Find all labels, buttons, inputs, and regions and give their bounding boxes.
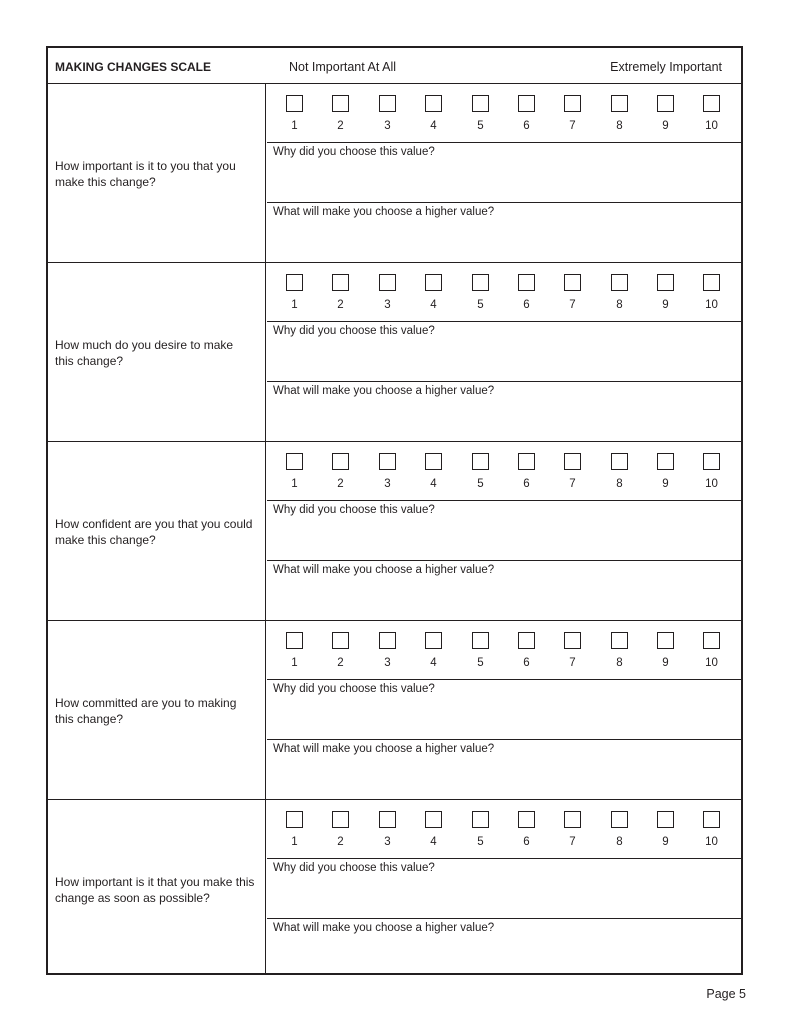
question-text-cell (55, 621, 255, 800)
rating-checkbox-4[interactable] (425, 811, 442, 828)
rating-checkbox-2[interactable] (332, 811, 349, 828)
rating-number: 10 (705, 478, 718, 490)
rating-scale (267, 621, 741, 679)
higher-value-prompt: What will make you choose a higher value? (273, 385, 495, 397)
row-divider (267, 500, 741, 501)
rating-number: 9 (662, 120, 669, 132)
question-text: How committed are you to making this change? (55, 695, 237, 726)
rating-number: 9 (662, 299, 669, 311)
rating-number: 7 (569, 657, 576, 669)
rating-number: 7 (569, 120, 576, 132)
rating-number: 2 (337, 657, 344, 669)
row-divider (267, 321, 741, 322)
higher-value-prompt: What will make you choose a higher value? (273, 564, 495, 576)
rating-checkbox-7[interactable] (564, 632, 581, 649)
row-divider (267, 202, 741, 203)
rating-checkbox-6[interactable] (518, 95, 535, 112)
rating-checkbox-7[interactable] (564, 811, 581, 828)
question-section (48, 800, 741, 979)
rating-checkbox-2[interactable] (332, 274, 349, 291)
rating-checkbox-9[interactable] (657, 95, 674, 112)
question-text-cell (55, 263, 255, 442)
rating-number: 8 (616, 478, 623, 490)
row-divider (267, 381, 741, 382)
rating-number: 1 (291, 299, 298, 311)
higher-value-prompt: What will make you choose a higher value? (273, 922, 495, 934)
rating-number: 1 (291, 120, 298, 132)
page-number: Page 5 (706, 987, 746, 1001)
rating-number: 7 (569, 299, 576, 311)
rating-number: 4 (430, 299, 437, 311)
rating-scale (267, 263, 741, 321)
question-text-cell (55, 442, 255, 621)
rating-number: 8 (616, 836, 623, 848)
rating-checkbox-5[interactable] (472, 811, 489, 828)
form-header (48, 48, 741, 84)
rating-checkbox-1[interactable] (286, 632, 303, 649)
rating-number: 8 (616, 120, 623, 132)
row-divider (267, 679, 741, 680)
rating-checkbox-5[interactable] (472, 632, 489, 649)
rating-checkbox-7[interactable] (564, 274, 581, 291)
why-prompt: Why did you choose this value? (273, 504, 435, 516)
rating-checkbox-9[interactable] (657, 274, 674, 291)
rating-checkbox-9[interactable] (657, 453, 674, 470)
rating-number: 4 (430, 657, 437, 669)
row-divider (267, 858, 741, 859)
rating-checkbox-1[interactable] (286, 95, 303, 112)
rating-number: 2 (337, 478, 344, 490)
question-section (48, 442, 741, 621)
rating-number: 8 (616, 657, 623, 669)
rating-number: 4 (430, 836, 437, 848)
rating-checkbox-6[interactable] (518, 811, 535, 828)
rating-number: 4 (430, 120, 437, 132)
rating-number: 10 (705, 836, 718, 848)
rating-number: 1 (291, 657, 298, 669)
rating-checkbox-8[interactable] (611, 453, 628, 470)
rating-checkbox-5[interactable] (472, 95, 489, 112)
rating-checkbox-10[interactable] (703, 95, 720, 112)
why-prompt: Why did you choose this value? (273, 325, 435, 337)
rating-number: 4 (430, 478, 437, 490)
question-text: How important is it that you make this change as soon as possible? (55, 874, 255, 905)
rating-scale (267, 442, 741, 500)
row-divider (267, 560, 741, 561)
rating-checkbox-7[interactable] (564, 453, 581, 470)
rating-number: 10 (705, 299, 718, 311)
rating-number: 6 (523, 478, 530, 490)
question-section (48, 263, 741, 442)
rating-checkbox-4[interactable] (425, 274, 442, 291)
rating-scale (267, 800, 741, 858)
rating-number: 5 (477, 120, 484, 132)
why-prompt: Why did you choose this value? (273, 683, 435, 695)
rating-checkbox-5[interactable] (472, 274, 489, 291)
rating-checkbox-1[interactable] (286, 274, 303, 291)
rating-number: 7 (569, 478, 576, 490)
why-prompt: Why did you choose this value? (273, 862, 435, 874)
rating-checkbox-2[interactable] (332, 632, 349, 649)
making-changes-scale-form (46, 46, 743, 975)
question-text: How confident are you that you could make this change? (55, 516, 253, 547)
rating-number: 6 (523, 120, 530, 132)
rating-number: 3 (384, 836, 391, 848)
rating-number: 3 (384, 478, 391, 490)
question-section (48, 84, 741, 263)
rating-number: 6 (523, 836, 530, 848)
rating-checkbox-9[interactable] (657, 811, 674, 828)
rating-number: 3 (384, 299, 391, 311)
rating-checkbox-10[interactable] (703, 274, 720, 291)
rating-number: 5 (477, 657, 484, 669)
rating-checkbox-8[interactable] (611, 95, 628, 112)
scale-high-label: Extremely Important (610, 60, 722, 74)
rating-checkbox-4[interactable] (425, 453, 442, 470)
rating-checkbox-4[interactable] (425, 95, 442, 112)
rating-checkbox-3[interactable] (379, 632, 396, 649)
rating-checkbox-5[interactable] (472, 453, 489, 470)
rating-number: 8 (616, 299, 623, 311)
question-text: How much do you desire to make this change? (55, 337, 234, 368)
rating-checkbox-6[interactable] (518, 632, 535, 649)
rating-checkbox-6[interactable] (518, 274, 535, 291)
rating-number: 5 (477, 836, 484, 848)
question-section (48, 621, 741, 800)
rating-checkbox-9[interactable] (657, 632, 674, 649)
rating-number: 6 (523, 299, 530, 311)
rating-number: 7 (569, 836, 576, 848)
rating-number: 10 (705, 120, 718, 132)
row-divider (267, 142, 741, 143)
rating-number: 5 (477, 478, 484, 490)
rating-checkbox-10[interactable] (703, 632, 720, 649)
why-prompt: Why did you choose this value? (273, 146, 435, 158)
rating-checkbox-1[interactable] (286, 811, 303, 828)
form-title: MAKING CHANGES SCALE (55, 60, 212, 74)
rating-number: 5 (477, 299, 484, 311)
scale-low-label: Not Important At All (289, 60, 396, 74)
rating-checkbox-3[interactable] (379, 453, 396, 470)
rating-number: 1 (291, 836, 298, 848)
rating-checkbox-8[interactable] (611, 811, 628, 828)
rating-number: 2 (337, 120, 344, 132)
rating-checkbox-2[interactable] (332, 453, 349, 470)
rating-checkbox-8[interactable] (611, 632, 628, 649)
rating-number: 1 (291, 478, 298, 490)
rating-number: 2 (337, 836, 344, 848)
question-text-cell (55, 800, 255, 979)
rating-checkbox-3[interactable] (379, 811, 396, 828)
rating-checkbox-8[interactable] (611, 274, 628, 291)
rating-checkbox-1[interactable] (286, 453, 303, 470)
rating-checkbox-7[interactable] (564, 95, 581, 112)
question-text-cell (55, 84, 255, 263)
rating-scale (267, 84, 741, 142)
rating-number: 9 (662, 478, 669, 490)
rating-checkbox-10[interactable] (703, 453, 720, 470)
rating-number: 2 (337, 299, 344, 311)
rating-number: 3 (384, 657, 391, 669)
higher-value-prompt: What will make you choose a higher value? (273, 206, 495, 218)
rating-checkbox-3[interactable] (379, 274, 396, 291)
rating-number: 10 (705, 657, 718, 669)
rating-number: 3 (384, 120, 391, 132)
rating-number: 9 (662, 836, 669, 848)
rating-checkbox-3[interactable] (379, 95, 396, 112)
row-divider (267, 918, 741, 919)
higher-value-prompt: What will make you choose a higher value? (273, 743, 495, 755)
row-divider (267, 739, 741, 740)
rating-checkbox-2[interactable] (332, 95, 349, 112)
rating-checkbox-10[interactable] (703, 811, 720, 828)
rating-number: 9 (662, 657, 669, 669)
rating-number: 6 (523, 657, 530, 669)
question-text: How important is it to you that you make this change? (55, 158, 236, 189)
rating-checkbox-6[interactable] (518, 453, 535, 470)
rating-checkbox-4[interactable] (425, 632, 442, 649)
